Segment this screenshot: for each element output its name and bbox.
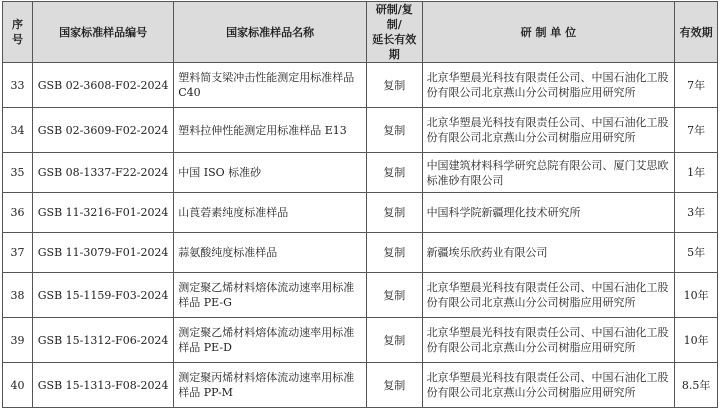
cell-validity: 7年	[675, 108, 718, 153]
cell-no: 33	[3, 63, 33, 108]
cell-validity: 8.5年	[675, 363, 718, 408]
cell-no: 36	[3, 193, 33, 233]
cell-unit: 北京华塑晨光科技有限责任公司、中国石油化工股份有限公司北京燕山分公司树脂应用研究所	[422, 273, 675, 318]
cell-code: GSB 15-1313-F08-2024	[32, 363, 173, 408]
cell-no: 35	[3, 153, 33, 193]
cell-no: 34	[3, 108, 33, 153]
header-no: 序号	[3, 2, 33, 63]
cell-unit: 北京华塑晨光科技有限责任公司、中国石油化工股份有限公司北京燕山分公司树脂应用研究所	[422, 363, 675, 408]
cell-name: 山莨菪素纯度标准样品	[174, 193, 367, 233]
cell-unit: 中国科学院新疆理化技术研究所	[422, 193, 675, 233]
cell-name: 测定聚乙烯材料熔体流动速率用标准样品 PE-D	[174, 318, 367, 363]
cell-validity: 3年	[675, 193, 718, 233]
table-row	[3, 233, 718, 273]
header-type	[366, 2, 422, 63]
cell-no: 37	[3, 233, 33, 273]
cell-name: 塑料拉伸性能测定用标准样品 E13	[174, 108, 367, 153]
cell-code: GSB 11-3216-F01-2024	[32, 193, 173, 233]
cell-code: GSB 15-1159-F03-2024	[32, 273, 173, 318]
table-header-row	[3, 2, 718, 63]
cell-validity: 5年	[675, 233, 718, 273]
cell-name: 中国 ISO 标准砂	[174, 153, 367, 193]
cell-validity: 7年	[675, 63, 718, 108]
cell-unit: 中国建筑材料科学研究总院有限公司、厦门艾思欧标准砂有限公司	[422, 153, 675, 193]
cell-type: 复制	[366, 193, 422, 233]
cell-unit: 北京华塑晨光科技有限责任公司、中国石油化工股份有限公司北京燕山分公司树脂应用研究所	[422, 318, 675, 363]
cell-no: 38	[3, 273, 33, 318]
cell-code: GSB 11-3079-F01-2024	[32, 233, 173, 273]
cell-validity: 10年	[675, 273, 718, 318]
cell-code: GSB 02-3608-F02-2024	[32, 63, 173, 108]
cell-code: GSB 15-1312-F06-2024	[32, 318, 173, 363]
table-row	[3, 108, 718, 153]
cell-no: 39	[3, 318, 33, 363]
table-row	[3, 363, 718, 408]
cell-type: 复制	[366, 273, 422, 318]
cell-no: 40	[3, 363, 33, 408]
header-type-line2: 延长有效期	[372, 33, 417, 61]
header-unit: 研 制 单 位	[422, 2, 675, 63]
cell-unit: 北京华塑晨光科技有限责任公司、中国石油化工股份有限公司北京燕山分公司树脂应用研究所	[422, 63, 675, 108]
cell-validity: 1年	[675, 153, 718, 193]
header-type-line1: 研制/复制/	[375, 3, 413, 31]
cell-type: 复制	[366, 318, 422, 363]
table-row	[3, 63, 718, 108]
cell-code: GSB 02-3609-F02-2024	[32, 108, 173, 153]
cell-name: 蒜氨酸纯度标准样品	[174, 233, 367, 273]
header-name: 国家标准样品名称	[174, 2, 367, 63]
table-row	[3, 318, 718, 363]
standard-samples-table	[2, 1, 718, 408]
header-code: 国家标准样品编号	[32, 2, 173, 63]
cell-type: 复制	[366, 153, 422, 193]
cell-type: 复制	[366, 108, 422, 153]
cell-code: GSB 08-1337-F22-2024	[32, 153, 173, 193]
cell-name: 塑料简支梁冲击性能测定用标准样品 C40	[174, 63, 367, 108]
table-row	[3, 273, 718, 318]
cell-name: 测定聚丙烯材料熔体流动速率用标准样品 PP-M	[174, 363, 367, 408]
cell-type: 复制	[366, 63, 422, 108]
table-row	[3, 193, 718, 233]
header-validity: 有效期	[675, 2, 718, 63]
cell-type: 复制	[366, 233, 422, 273]
cell-type: 复制	[366, 363, 422, 408]
cell-unit: 北京华塑晨光科技有限责任公司、中国石油化工股份有限公司北京燕山分公司树脂应用研究所	[422, 108, 675, 153]
cell-validity: 10年	[675, 318, 718, 363]
cell-name: 测定聚乙烯材料熔体流动速率用标准样品 PE-G	[174, 273, 367, 318]
table-row	[3, 153, 718, 193]
cell-unit: 新疆埃乐欣药业有限公司	[422, 233, 675, 273]
